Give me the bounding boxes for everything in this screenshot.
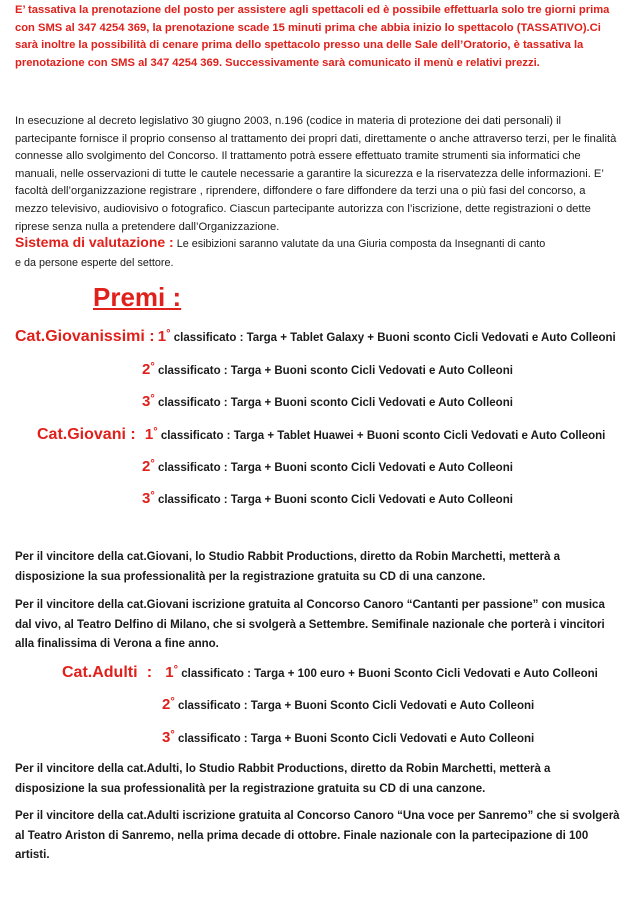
giovanissimi-prize-2	[142, 361, 513, 378]
degree-sign: °	[166, 328, 171, 340]
giovani-contest-paragraph: Per il vincitore della cat.Giovani iscrizione gratuita al Concorso Canoro “Cantanti per passione” con musica dal vivo, al Teatro Delfino di Milano, che si svolgerà a Settembre. Semifinale nazionale che porterà i vincitori alla finalissima di Verona a fine anno.	[15, 599, 605, 650]
prize-text: classificato : Targa + Buoni sconto Cicli Vedovati e Auto Colleoni	[154, 494, 513, 506]
evaluation-text-line2: e da persone esperte del settore.	[15, 257, 174, 269]
place-number: 3	[162, 729, 171, 746]
degree-sign: °	[170, 696, 175, 708]
place-number: 2	[162, 696, 171, 713]
place-number: 1	[165, 664, 174, 681]
prize-text: classificato : Targa + Buoni sconto Cicli Vedovati e Auto Colleoni	[154, 462, 513, 474]
adulti-prize-2	[162, 696, 534, 713]
prizes-title: Premi :	[93, 282, 182, 312]
place-number: 3	[142, 393, 151, 410]
degree-sign: °	[170, 729, 175, 741]
place-number: 1	[144, 426, 154, 443]
prize-text: classificato : Targa + Tablet Huawei + Buoni sconto Cicli Vedovati e Auto Colleoni	[157, 430, 606, 442]
adulti-prize-3	[162, 729, 534, 746]
giovani-prize-3	[142, 490, 513, 507]
prize-text: classificato : Targa + Buoni sconto Cicli Vedovati e Auto Colleoni	[154, 397, 513, 409]
booking-notice: E’ tassativa la prenotazione del posto per assistere agli spettacoli ed è possibile effettuarla solo tre giorni prima con SMS al 347 4254 369, la prenotazione scade 15 minuti prima che abbia inizio lo spettacolo (TASSATIVO).Ci sarà inoltre la possibilità di cenare prima dello spettacolo presso una delle Sale dell’Oratorio, è tassativa la prenotazione con SMS al 347 4254 369. Successivamente sarà comunicato il menù e relativi prezzi.	[15, 4, 610, 69]
place-number: 3	[142, 490, 151, 507]
giovani-studio-paragraph: Per il vincitore della cat.Giovani, lo Studio Rabbit Productions, diretto da Robin Marchetti, metterà a disposizione la sua professionalità per la registrazione gratuita su CD di una canzone.	[15, 551, 561, 583]
degree-sign: °	[150, 393, 155, 405]
prize-text: classificato : Targa + Buoni Sconto Cicli Vedovati e Auto Colleoni	[174, 733, 535, 745]
place-number: 2	[142, 458, 151, 475]
giovanissimi-prize-1	[15, 328, 616, 346]
degree-sign: °	[150, 490, 155, 502]
prize-text: classificato : Targa + Buoni sconto Cicli Vedovati e Auto Colleoni	[154, 365, 513, 377]
degree-sign: °	[150, 361, 155, 373]
evaluation-section	[15, 233, 621, 273]
category-adulti: Cat.Adulti	[62, 664, 138, 681]
place-number: 1	[157, 328, 167, 345]
giovani-prize-1	[37, 426, 605, 444]
prize-text: classificato : Targa + Tablet Galaxy + Buoni sconto Cicli Vedovati e Auto Colleoni	[170, 332, 616, 344]
degree-sign: °	[150, 458, 155, 470]
evaluation-text-line1: Le esibizioni saranno valutate da una Giuria composta da Insegnanti di canto	[173, 238, 546, 250]
category-giovanissimi: Cat.Giovanissimi :	[15, 328, 155, 345]
giovanissimi-prize-3	[142, 393, 513, 410]
adulti-studio-paragraph: Per il vincitore della cat.Adulti, lo Studio Rabbit Productions, diretto da Robin Marchetti, metterà a disposizione la sua professionalità per la registrazione gratuita su CD di una canzone.	[15, 763, 551, 795]
prize-text: classificato : Targa + 100 euro + Buoni Sconto Cicli Vedovati e Auto Colleoni	[178, 668, 598, 680]
adulti-prize-1	[62, 664, 598, 682]
degree-sign: °	[153, 426, 158, 438]
category-giovani: Cat.Giovani :	[37, 426, 136, 443]
privacy-notice: In esecuzione al decreto legislativo 30 giugno 2003, n.196 (codice in materia di protezione dei dati personali) il partecipante fornisce il proprio consenso al trattamento dei propri dati, direttamente o anche attraverso terzi, per le finalità connesse allo svolgimento del Concorso. Il trattamento potrà essere effettuato tramite strumenti sia informatici che manuali, nelle osservazioni di tutte le cautele necessarie a garantire la sicurezza e la riservatezza delle informazioni. E’ facoltà dell’organizzazione registrare , riprendere, diffondere o fare diffondere da terzi una o più fasi del concorso, a mezzo televisivo, audiovisivo o fotografico. Ciascun partecipante autorizza con l’iscrizione, dette registrazioni o dette riprese senza nulla a pretendere dall’Organizzazione.	[15, 115, 617, 233]
evaluation-label: Sistema di valutazione :	[15, 234, 174, 250]
category-colon: :	[146, 664, 153, 681]
adulti-contest-paragraph: Per il vincitore della cat.Adulti iscrizione gratuita al Concorso Canoro “Una voce per Sanremo” che si svolgerà al Teatro Ariston di Sanremo, nella prima decade di ottobre. Finale nazionale con la partecipazione di 100 artisti.	[15, 810, 620, 861]
degree-sign: °	[173, 664, 179, 676]
prize-text: classificato : Targa + Buoni Sconto Cicli Vedovati e Auto Colleoni	[174, 700, 535, 712]
giovani-prize-2	[142, 458, 513, 475]
place-number: 2	[142, 361, 151, 378]
